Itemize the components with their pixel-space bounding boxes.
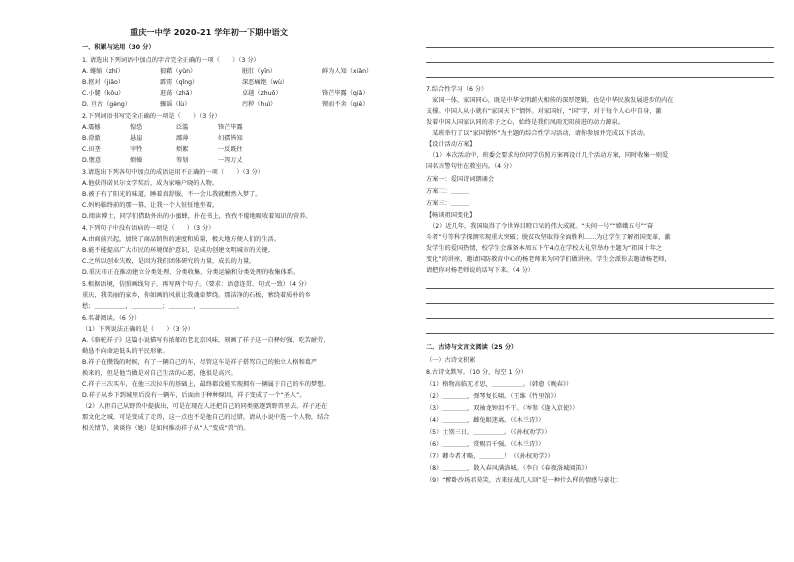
q6-line: B.祥子在攒钱的时候，有了一辆自己的车，尽管这车是祥子搭驾自己的独立人格和葛严 xyxy=(82,359,318,366)
answer-line xyxy=(426,303,774,304)
q6-line: 那文化之城，可是变成了走兽，这一点也不是他自己的过错。请从小说中选一个人物，结合 xyxy=(82,414,330,421)
q1-stem: 1. 请选出下列词语中加点的字音完全正确的一项（ ）（3 分） xyxy=(82,57,260,64)
q6-line: （2）人拒自己从野兽中提拔出，可是在现在人还把自己的同类驱逐到野兽里去。祥子还在 xyxy=(82,403,328,410)
q8-line: （9）“醉卧沙场君莫笑，古来征战几人回”是一种什么样的情感与豪壮： xyxy=(426,477,622,484)
option-text: 鲜为人知（xiǎn） xyxy=(322,68,373,75)
option-text: D.惬意 xyxy=(82,157,102,164)
option-text: 污秽（huì） xyxy=(242,101,277,108)
q8-line: （1）格物高临无才思，＿＿＿＿＿。（韩愈《晚春》） xyxy=(426,381,573,388)
option-text: A. 蜷缩（zhí） xyxy=(82,68,124,75)
q2-option-a xyxy=(82,124,412,132)
option-text: 筹划 xyxy=(176,157,189,164)
q8-line: （8）＿＿＿＿，散入春风满洛城。（李白《春夜洛城闻笛》） xyxy=(426,465,591,472)
q6-line: 相关情节，谈谈你（她）是如何推动祥子从“人”变成“兽”的。 xyxy=(82,425,250,432)
answer-line xyxy=(426,288,774,289)
option-text: B.澄澈 xyxy=(82,135,101,142)
section1-heading: 一、积累与运用（30 分） xyxy=(82,44,155,51)
option-text: 烦燥 xyxy=(130,157,143,164)
q7-stem: 7.综合性学习（6 分） xyxy=(426,86,488,93)
q3-stem: 3.请选出下列各句中加点的成语运用不正确的一项（ ）（3 分） xyxy=(82,169,264,176)
q2-stem: 2.下列词语书写完全正确的一项是（ ）（3 分） xyxy=(82,113,221,120)
option-text: 悬崖 xyxy=(130,135,143,142)
option-text: C.田垄 xyxy=(82,146,101,153)
q5-text: 重庆，我美丽的家乡，你如画的风景让我魂牵梦绕。那洁净的石板，萦绕着质朴的乡 xyxy=(82,292,311,299)
option-text: D. 亘古（gèng） xyxy=(82,101,132,108)
change-text: 发学生的爱国热情，校学生会准备本周五下午4点在学校大礼堂举办主题为“祖国十年之 xyxy=(426,245,663,252)
plan-item: 方案二：＿＿＿ xyxy=(426,188,470,195)
answer-line xyxy=(426,47,774,48)
q6-line: D.祥子从乡下到城里后没有一辆车，后面由于种种原因，祥子变成了一个“圣人”。 xyxy=(82,392,306,399)
design-heading: 【设计活动方案】 xyxy=(426,141,476,148)
option-text: 一反既往 xyxy=(218,146,243,153)
answer-line xyxy=(426,77,774,78)
plan-item: 方案三：＿＿＿ xyxy=(426,200,470,207)
q6-line: C.祥子三次买车，在他三次拉车的基础上，最终都没能实现拥有一辆属于自己的车的梦想。 xyxy=(82,381,330,388)
q5-stem: 5.根据语境，仿照画线句子，再写两个句子。（要求：语意连贯、句式一致）（4 分） xyxy=(82,281,311,288)
q6-stem: 6.名著阅读。（6 分） xyxy=(82,315,141,322)
q7-para: 家国一体，家国同心，既是中华文明薪火相传的深厚逻辑，也是中华民族发展进步的内在 xyxy=(426,97,674,104)
option-text: 一泻万丈 xyxy=(218,157,243,164)
change-text: （2）近几年，我国取得了令世界目瞪口呆的伟大成就。“天问一号”“嫦娥五号”“奋 xyxy=(426,223,654,230)
q8-line: （3）＿＿＿＿，双袖龙钟泪不干。（岑参《逢入京使》） xyxy=(426,405,579,412)
option-text: 狼藉（yǔn） xyxy=(160,68,197,75)
q2-option-d xyxy=(82,157,412,165)
plan-item: 方案一：爱国诗词朗诵会 xyxy=(426,176,495,183)
exam-title: 重庆一中学 2020-21 学年初一下期中语文 xyxy=(130,27,288,37)
q8-line: （6）＿＿＿＿，赏赐百千强。（《木兰诗》） xyxy=(426,441,545,448)
change-text: 斗者”号等科学探测实现重大突破；脱贫攻坚取得全面胜利……为让学生了解祖国变革，激 xyxy=(426,234,671,241)
q3-option-b: B.被子有了阳光的味道，睡着真舒服，不一会儿我就酣然入梦了。 xyxy=(82,191,262,198)
option-text: 锋芒毕露（qiǎ） xyxy=(322,90,369,97)
q4-option-c: C.之所以创业失败，是因为我们团体研究的力量，成长的力量。 xyxy=(82,258,256,265)
option-text: 鄙薄 xyxy=(176,135,189,142)
change-text: 变化”的讲座，邀请国防教育中心的杨老师来为同学们做讲座。学生会派你去邀请杨老师， xyxy=(426,256,671,263)
q3-option-d: D.阅读博士，同学们借助外出的小蜜蜂，扑在书上，孜孜不倦地吸收着知识的营养。 xyxy=(82,213,312,220)
option-text: 逛荡（zhǎ） xyxy=(160,90,196,97)
option-text: 卓越（zhuō） xyxy=(242,90,282,97)
q1-option-b xyxy=(82,79,412,87)
q8-stem: 8.古诗文默写。（10 分，每空 1 分） xyxy=(426,369,527,376)
answer-line xyxy=(426,318,774,319)
sub-section-heading: （一）古诗文积累 xyxy=(426,357,476,364)
q4-option-d: D.重庆市正在推动建立分类处理、分类收集、分类运输和分类处理的收集体系。 xyxy=(82,269,300,276)
q6-line: 勤恳不向命运低头的平民形象。 xyxy=(82,348,169,355)
option-text: 锲而不舍（qiè） xyxy=(322,101,369,108)
answer-line xyxy=(426,333,774,334)
q6-line: A.《骆驼祥子》这篇小说描写有浓郁的老北京风味，刻画了祥子这一自释好强、吃苦耐劳、 xyxy=(82,337,330,344)
section2-heading: 二、古诗与文言文阅读（25 分） xyxy=(426,344,518,351)
q5-blank: 愁；＿＿＿＿＿，＿＿＿＿＿；＿＿＿＿，＿＿＿＿＿＿。 xyxy=(82,303,243,310)
q6-sub1: （1）下列说法正确的是（ ）（3 分） xyxy=(82,326,194,333)
q4-stem: 4.下列句子中没有语病的一项是（ ）（3 分） xyxy=(82,225,215,232)
q4-option-a: A.由商前兴起，加快了商品销售的速度和质量，极大地方便人们的生活。 xyxy=(82,236,280,243)
option-text: 锋芒毕露 xyxy=(218,124,243,131)
option-text: 惶恐 xyxy=(130,124,143,131)
change-heading: 【畅谈祖国变化】 xyxy=(426,212,476,219)
q6-line: 换来的，但是他当做是对自己生活的心愿，他很是高兴。 xyxy=(82,370,237,377)
option-text: A.震撼 xyxy=(82,124,101,131)
option-text: B.抠对（jiǎo） xyxy=(82,79,124,86)
q8-line: （5）士别三日，＿＿＿＿＿。（《孙权劝学》） xyxy=(426,429,551,436)
change-text: 请把你对杨老师说的话写下来。（4 分） xyxy=(426,267,534,274)
q7-para: 某班举行了以“家国情怀”为主题的综合性学习活动，请你参加并完成以下活动。 xyxy=(426,130,649,137)
q7-para: 支撑。中国人从小就有“家国天下”情怀。对家国好，“国”字，对于每个人心中自身，激 xyxy=(426,108,662,115)
option-text: 妇孺皆知 xyxy=(218,135,243,142)
q7-para: 发着中国人国家认同的赤子之心，始终是我们凤雨无阻前进的动力源泉。 xyxy=(426,119,624,126)
q3-option-a: A.他获得诺贝尔文学奖后，成为家喻户晓的人物。 xyxy=(82,180,219,187)
option-text: 深恶痛绝（wù） xyxy=(242,79,289,86)
option-text: 宰牲 xyxy=(130,146,143,153)
q4-option-b: B.能不能提高广大市民的环境保护意识，是成功创建文明城市的关键。 xyxy=(82,247,274,254)
option-text: 烦絮 xyxy=(176,146,189,153)
option-text: 霹雳（qǐng） xyxy=(160,79,199,86)
design-text: （1）本次活动中，班委会要求每位同学仿照方案再设计几个活动方案，同时收集一则爱 xyxy=(426,152,669,159)
q1-option-a xyxy=(82,68,412,76)
q1-option-d xyxy=(82,101,412,109)
option-text: C.小腿（kōu） xyxy=(82,90,125,97)
q3-option-c: C.妈妈临终前的那一幕，让我一个人怔怔地坐着。 xyxy=(82,202,219,209)
answer-line xyxy=(426,62,774,63)
q2-option-c xyxy=(82,146,412,154)
design-text: 国名言警句往在教室内。（4 分） xyxy=(426,163,516,170)
option-text: 脏肛（yīn） xyxy=(242,68,277,75)
q1-option-c xyxy=(82,90,412,98)
option-text: 泛滥 xyxy=(176,124,189,131)
q8-line: （7）卿今者才略，＿＿＿＿！（《孙权劝学》） xyxy=(426,453,554,460)
option-text: 骤谣（lù） xyxy=(160,101,191,108)
q8-line: （2）＿＿＿＿，弹琴复长啸。（王维《竹里馆》） xyxy=(426,393,560,400)
q2-option-b xyxy=(82,135,412,143)
q8-line: （4）＿＿＿＿，雌兔眼迷离。（《木兰诗》） xyxy=(426,417,545,424)
